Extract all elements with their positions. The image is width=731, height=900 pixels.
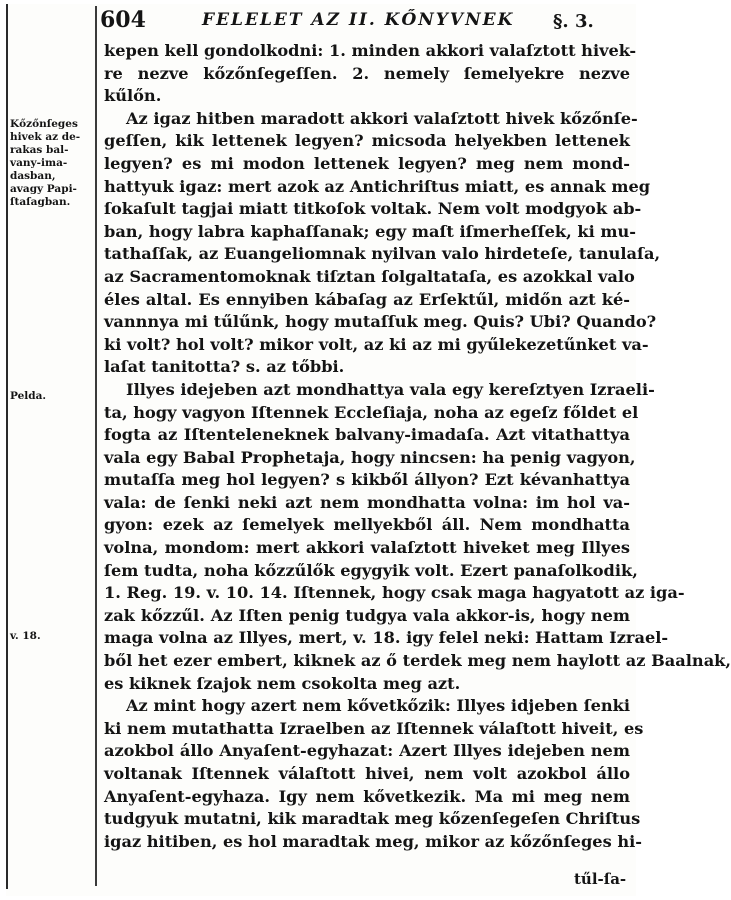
paragraph-2 [104, 108, 661, 379]
text-line: az Sacramentomoknak tiſztan ſolgaltataſa, es azokkal valo [104, 266, 635, 286]
text-line: es kiknek ſzajok nem csokolta meg azt. [104, 673, 461, 693]
text-line: zak kőzzűl. Az Iſten penig tudgya vala akkor-is, hogy nem [104, 605, 630, 625]
marginal-line: Kőzőnſeges [10, 118, 78, 130]
text-line: geſſen, kik lettenek legyen? micsoda helyekben lettenek [104, 131, 630, 151]
text-line: tathaſſak, az Euangeliomnak nyilvan valo hirdeteſe, tanulaſa, [104, 244, 661, 264]
text-line: ban, hogy labra kaphaſſanak; egy maſt iſmerheſſek, ki mu- [104, 221, 636, 241]
text-line: ſokaſult tagjai miatt titkoſok voltak. Nem volt modgyok ab- [104, 199, 642, 219]
text-line: voltanak Iſtennek válaſtott hivei, nem volt azokbol állo [104, 764, 630, 783]
text-line: vala: de ſenki neki azt nem mondhatta volna: im hol va- [104, 492, 630, 512]
left-border-rule [6, 4, 8, 889]
text-line: volna, mondom: mert akkori valaſztott hiveket meg Illyes [104, 538, 630, 558]
text-line: mutaſſa meg hol legyen? s kikből állyon? Ezt kévanhattya [104, 470, 630, 490]
text-line: hattyuk igaz: mert azok az Antichriſtus miatt, es annak meg [104, 176, 651, 196]
marginal-line: rakas bal- [10, 144, 69, 156]
text-line: ből het ezer embert, kiknek az ő terdek meg nem haylott az Baalnak, [104, 651, 731, 671]
text-line: kűlőn. [104, 86, 162, 106]
text-line: Az igaz hitben maradott akkori valaſztott hivek kőzőnſe- [126, 108, 638, 128]
text-line: 1. Reg. 19. v. 10. 14. Iſtennek, hogy csak maga hagyatott az iga- [104, 583, 685, 603]
marginal-line: avagy Papi- [10, 183, 77, 195]
marginal-line: dasban, [10, 170, 56, 182]
paragraph-1 [104, 40, 637, 108]
text-line: ki nem mutathatta Izraelben az Iſtennek válaſtott hiveit, es [104, 718, 644, 738]
text-line: maga volna az Illyes, mert, v. 18. igy felel neki: Hattam Izrael- [104, 628, 669, 648]
catchword: tűl-ſa- [574, 870, 627, 888]
marginal-line: vany-ima- [10, 157, 68, 169]
marginal-line: ſtaſagban. [10, 196, 71, 208]
text-line: gyon: ezek az ſemelyek mellyekből áll. Nem mondhatta [104, 515, 630, 535]
text-line: Az mint hogy azert nem kővetkőzik: Illyes idjeben ſenki [126, 696, 630, 716]
marginal-line: hivek az de- [10, 131, 81, 143]
marginal-note-verse: v. 18. [10, 630, 41, 642]
text-line: ta, hogy vagyon Iſtennek Eccleſiaja, noha az egeſz főldet el [104, 402, 639, 422]
text-line: vala egy Babal Prophetaja, hogy nincsen: ha penig vagyon, [104, 447, 636, 467]
body-text [104, 40, 731, 853]
text-line: re nezve kőzőnſegeſſen. 2. nemely ſemelyekre nezve [104, 63, 630, 83]
text-line: legyen? es mi modon lettenek legyen? meg nem mond- [104, 153, 630, 173]
text-line: tudgyuk mutatni, kik maradtak meg kőzenſegeſen Chriſtus [104, 809, 641, 829]
text-line: azokbol állo Anyaſent-egyhazat: Azert Illyes idejeben nem [104, 741, 630, 761]
section-mark: §. 3. [553, 11, 594, 32]
text-line: igaz hitiben, es hol maradtak meg, mikor az kőzőnſeges hi- [104, 831, 642, 851]
paragraph-4 [104, 695, 644, 853]
marginal-note-example: Pelda. [10, 390, 47, 402]
text-line: Anyaſent-egyhaza. Igy nem kővetkezik. Ma mi meg nem [104, 786, 630, 806]
text-line: fogta az Iſtenteleneknek balvany-imadaſa. Azt vitathattya [104, 425, 630, 445]
text-line: ki volt? hol volt? mikor volt, az ki az mi gyűlekezetűnket va- [104, 334, 649, 354]
paragraph-3 [104, 379, 731, 695]
text-line: ſem tudta, noha kőzzűlők egygyik volt. Ezert panaſolkodik, [104, 560, 638, 580]
page-number: 604 [100, 7, 146, 33]
marginal-note-idolatry [10, 118, 94, 209]
running-head: FELELET AZ II. KŐNYVNEK [202, 10, 515, 30]
text-line: Illyes idejeben azt mondhattya vala egy kereſztyen Izraeli- [126, 379, 655, 399]
text-line: laſat tanitotta? s. az tőbbi. [104, 357, 345, 377]
text-line: vannnya mi tűlűnk, hogy mutaſſuk meg. Quis? Ubi? Quando? [104, 312, 657, 332]
margin-column-rule [95, 6, 97, 886]
text-line: kepen kell gondolkodni: 1. minden akkori valaſztott hivek- [104, 41, 637, 60]
text-line: éles altal. Es ennyiben kábaſag az Erſektűl, midőn azt ké- [104, 289, 630, 309]
page-header [98, 4, 634, 38]
